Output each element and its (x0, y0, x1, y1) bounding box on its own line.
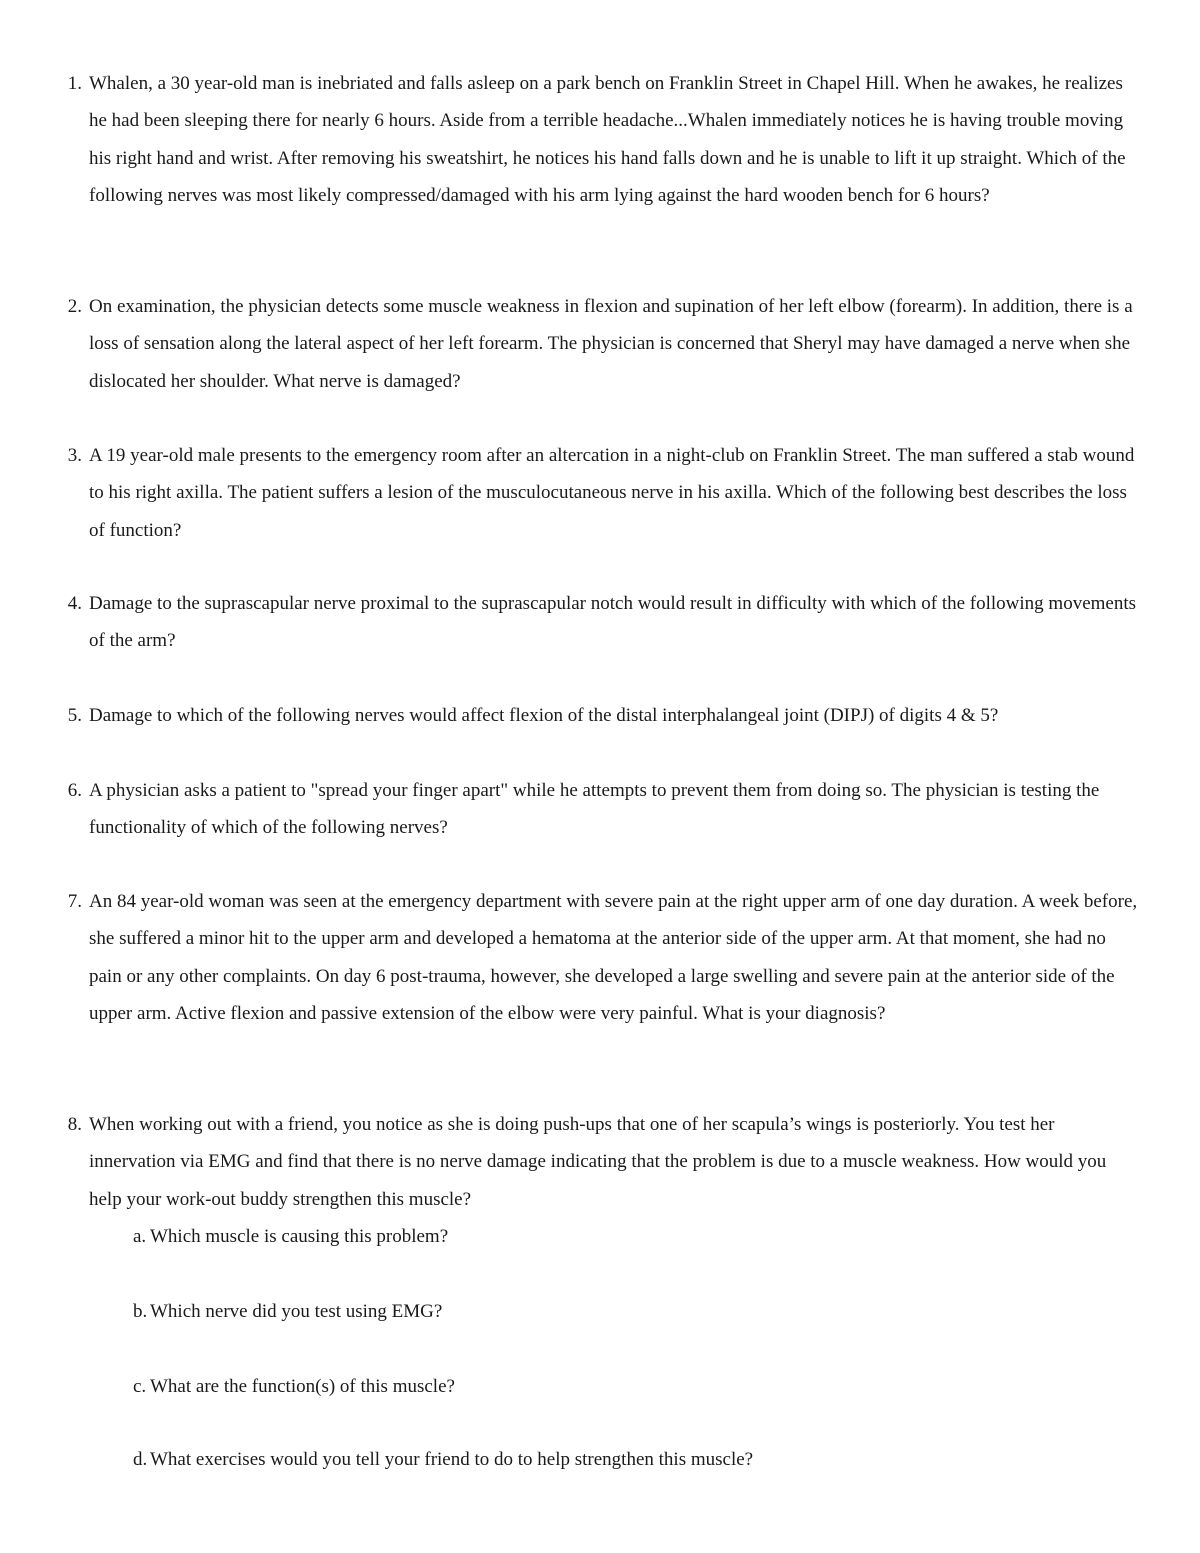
question-number: 4. (67, 593, 82, 614)
question-3 (60, 437, 1140, 549)
subquestion-text: Which muscle is causing this problem? (150, 1226, 449, 1247)
question-number: 6. (67, 780, 82, 801)
question-7 (60, 883, 1140, 1032)
subquestion-letter: b. (133, 1301, 148, 1322)
question-number: 1. (67, 73, 82, 94)
question-number: 2. (67, 296, 82, 317)
question-number: 8. (67, 1114, 82, 1135)
question-5 (60, 697, 1140, 734)
question-text: On examination, the physician detects some muscle weakness in flexion and supination of her left elbow (forearm). In addition, there is a loss of sensation along the lateral aspect of her left forearm. The physician is concerned that Sheryl may have damaged a nerve when she dislocated her shoulder. What nerve is damaged? (89, 296, 1133, 392)
question-number: 3. (67, 445, 82, 466)
subquestion-d (133, 1441, 753, 1478)
subquestion-text: Which nerve did you test using EMG? (150, 1301, 443, 1322)
question-number: 7. (67, 891, 82, 912)
question-4 (60, 585, 1140, 660)
question-text: Whalen, a 30 year-old man is inebriated and falls asleep on a park bench on Franklin Street in Chapel Hill. When he awakes, he realizes he had been sleeping there for nearly 6 hours. Aside from a terrible headache...Whalen immediately notices he is having trouble moving his right hand and wrist. After removing his sweatshirt, he notices his hand falls down and he is unable to lift it up straight. Which of the following nerves was most likely compressed/damaged with his arm lying against the hard wooden bench for 6 hours? (89, 73, 1126, 206)
question-1 (60, 65, 1140, 214)
subquestion-text: What are the function(s) of this muscle? (150, 1376, 455, 1397)
subquestion-text: What exercises would you tell your friend to do to help strengthen this muscle? (150, 1449, 754, 1470)
subquestion-c (133, 1368, 455, 1405)
question-text: When working out with a friend, you notice as she is doing push-ups that one of her scapula’s wings is posteriorly. You test her innervation via EMG and find that there is no nerve damage indicating that the problem is due to a muscle weakness. How would you help your work-out buddy strengthen this muscle? (89, 1114, 1107, 1210)
subquestion-letter: d. (133, 1449, 148, 1470)
subquestion-a (133, 1218, 448, 1255)
question-8 (60, 1106, 1140, 1218)
question-text: Damage to the suprascapular nerve proximal to the suprascapular notch would result in difficulty with which of the following movements of the arm? (89, 593, 1137, 652)
question-text: Damage to which of the following nerves would affect flexion of the distal interphalangeal joint (DIPJ) of digits 4 & 5? (89, 705, 999, 726)
question-2 (60, 288, 1140, 400)
question-text: A 19 year-old male presents to the emergency room after an altercation in a night-club on Franklin Street. The man suffered a stab wound to his right axilla. The patient suffers a lesion of the musculocutaneous nerve in his axilla. Which of the following best describes the loss of function? (89, 445, 1135, 541)
question-number: 5. (67, 705, 82, 726)
question-text: An 84 year-old woman was seen at the emergency department with severe pain at the right upper arm of one day duration. A week before, she suffered a minor hit to the upper arm and developed a hematoma at the anterior side of the upper arm. At that moment, she had no pain or any other complaints. On day 6 post-trauma, however, she developed a large swelling and severe pain at the anterior side of the upper arm. Active flexion and passive extension of the elbow were very painful. What is your diagnosis? (89, 891, 1138, 1024)
subquestion-letter: c. (133, 1376, 147, 1397)
question-6 (60, 772, 1140, 847)
question-text: A physician asks a patient to "spread your finger apart" while he attempts to prevent them from doing so. The physician is testing the functionality of which of the following nerves? (89, 780, 1100, 839)
subquestion-letter: a. (133, 1226, 147, 1247)
subquestion-b (133, 1293, 442, 1330)
